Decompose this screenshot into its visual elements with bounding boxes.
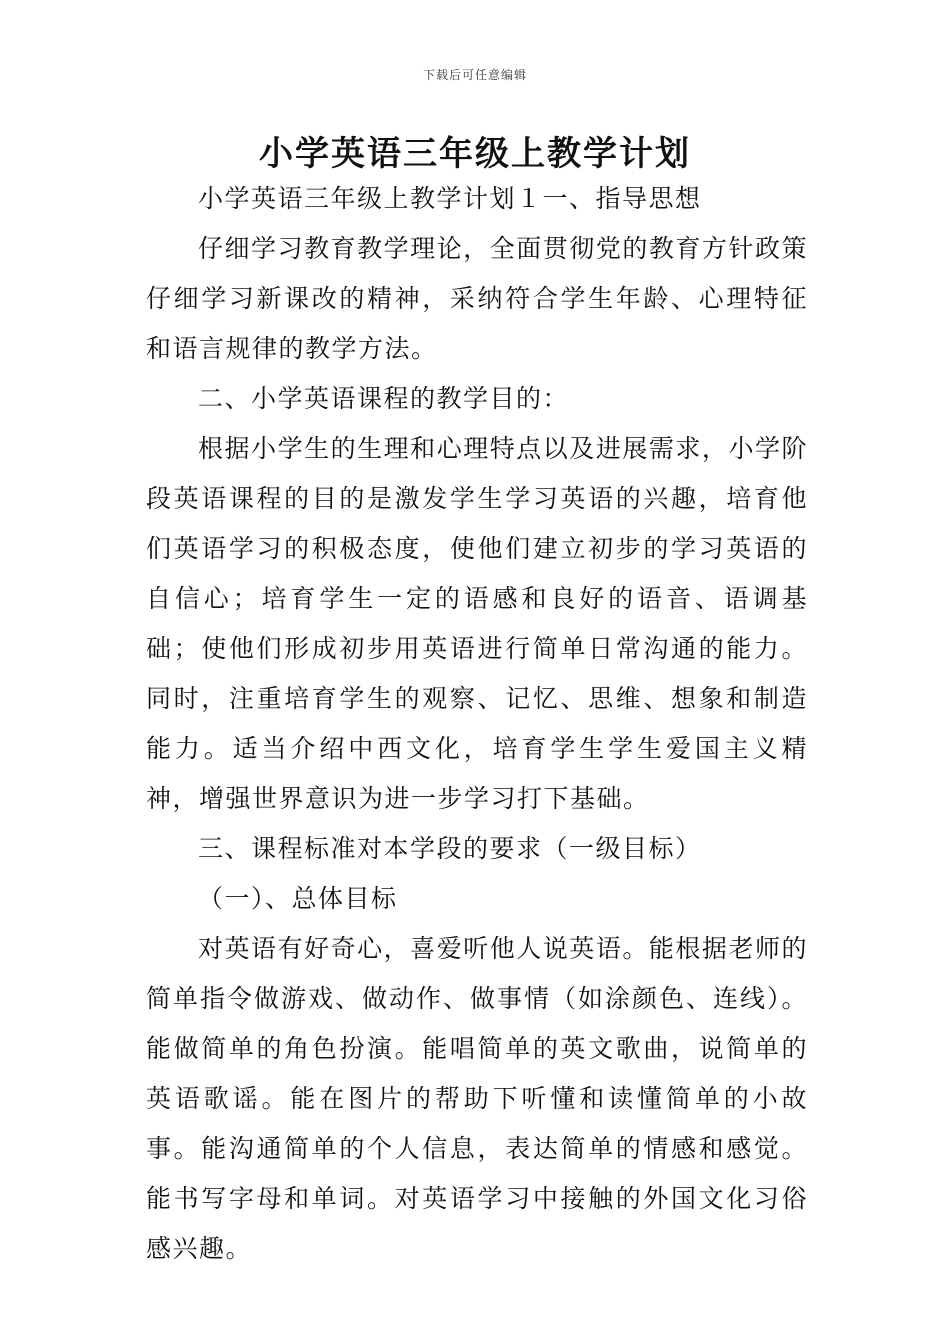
header-note: 下载后可任意编辑 bbox=[422, 68, 527, 82]
paragraph-guiding-thought: 小学英语三年级上教学计划１一、指导思想 bbox=[198, 184, 702, 213]
document-body bbox=[146, 174, 808, 1274]
heading-curriculum-requirements: 三、课程标准对本学段的要求（一级目标） bbox=[198, 834, 702, 863]
document-title: 小学英语三年级上教学计划 bbox=[259, 134, 691, 174]
paragraph-overall-goals: 对英语有好奇心，喜爱听他人说英语。能根据老师的简单指令做游戏、做动作、做事情（如涂颜色、连线）。能做简单的角色扮演。能唱简单的英文歌曲，说简单的英语歌谣。能在图片的帮助下听懂和读懂简单的小故事。能沟通简单的个人信息，表达简单的情感和感觉。能书写字母和单词。对英语学习中接触的外国文化习俗感兴趣。 bbox=[146, 934, 808, 1263]
paragraph-teaching-purpose: 根据小学生的生理和心理特点以及进展需求，小学阶段英语课程的目的是激发学生学习英语的兴趣，培育他们英语学习的积极态度，使他们建立初步的学习英语的自信心；培育学生一定的语感和良好的语音、语调基础；使他们形成初步用英语进行简单日常沟通的能力。同时，注重培育学生的观察、记忆、思维、想象和制造能力。适当介绍中西文化，培育学生学生爱国主义精神，增强世界意识为进一步学习打下基础。 bbox=[146, 434, 808, 813]
heading-overall-goals: （一）、总体目标 bbox=[198, 884, 398, 913]
heading-teaching-purpose: 二、小学英语课程的教学目的： bbox=[198, 384, 570, 413]
paragraph-study-theory: 仔细学习教育教学理论，全面贯彻党的教育方针政策仔细学习新课改的精神，采纳符合学生年龄、心理特征和语言规律的教学方法。 bbox=[146, 234, 808, 363]
